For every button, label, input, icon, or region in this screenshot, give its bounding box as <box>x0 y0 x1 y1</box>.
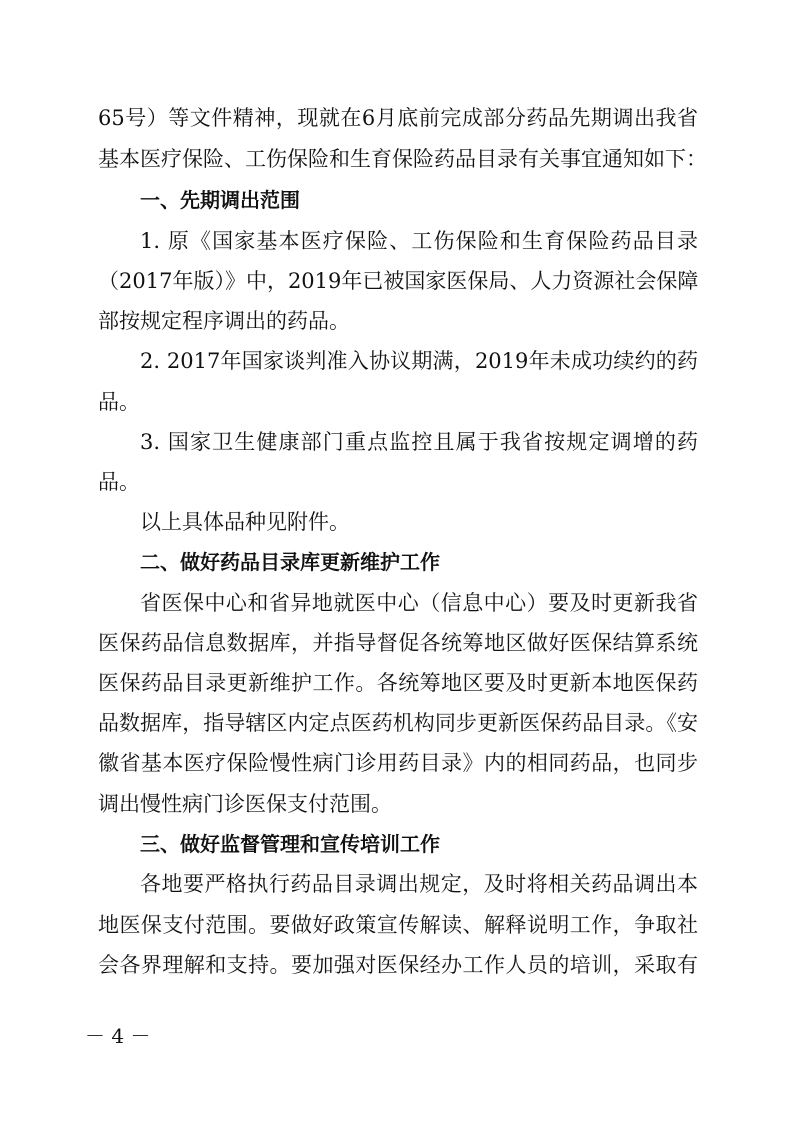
body-text-line: 品。 <box>98 470 140 494</box>
body-text-line: 医保药品目录更新维护工作。各统筹地区要及时更新本地医保药 <box>98 671 698 695</box>
body-text-line: 2. 2017年国家谈判准入协议期满，2019年未成功续约的药 <box>140 349 698 373</box>
body-text-line: 医保药品信息数据库，并指导督促各统筹地区做好医保结算系统 <box>98 631 698 655</box>
body-text-line: 65号）等文件精神，现就在6月底前完成部分药品先期调出我省 <box>98 106 698 130</box>
section-heading: 二、做好药品目录库更新维护工作 <box>140 550 440 574</box>
body-text-line: 以上具体品种见附件。 <box>140 510 350 534</box>
body-text-line: 调出慢性病门诊医保支付范围。 <box>98 792 392 816</box>
body-text-line: 会各界理解和支持。要加强对医保经办工作人员的培训，采取有 <box>98 953 698 977</box>
section-heading: 三、做好监督管理和宣传培训工作 <box>140 832 440 856</box>
body-text-line: 徽省基本医疗保险慢性病门诊用药目录》内的相同药品，也同步 <box>98 751 698 775</box>
page-number: － 4 － <box>85 1024 151 1048</box>
body-text-line: 1. 原《国家基本医疗保险、工伤保险和生育保险药品目录 <box>140 229 698 253</box>
body-text-line: 省医保中心和省异地就医中心（信息中心）要及时更新我省 <box>140 591 698 615</box>
body-text-line: 部按规定程序调出的药品。 <box>98 309 350 333</box>
body-text-line: 基本医疗保险、工伤保险和生育保险药品目录有关事宜通知如下： <box>98 147 707 171</box>
body-text-line: 3. 国家卫生健康部门重点监控且属于我省按规定调增的药 <box>140 430 698 454</box>
body-text-line: 各地要严格执行药品目录调出规定，及时将相关药品调出本 <box>140 872 698 896</box>
body-text-line: 地医保支付范围。要做好政策宣传解读、解释说明工作，争取社 <box>98 913 698 937</box>
section-heading: 一、先期调出范围 <box>140 188 300 212</box>
body-text-line: 品。 <box>98 390 140 414</box>
body-text-line: 品数据库，指导辖区内定点医药机构同步更新医保药品目录。《安 <box>98 711 698 735</box>
body-text-line: （2017年版）》中，2019年已被国家医保局、人力资源社会保障 <box>98 269 699 293</box>
